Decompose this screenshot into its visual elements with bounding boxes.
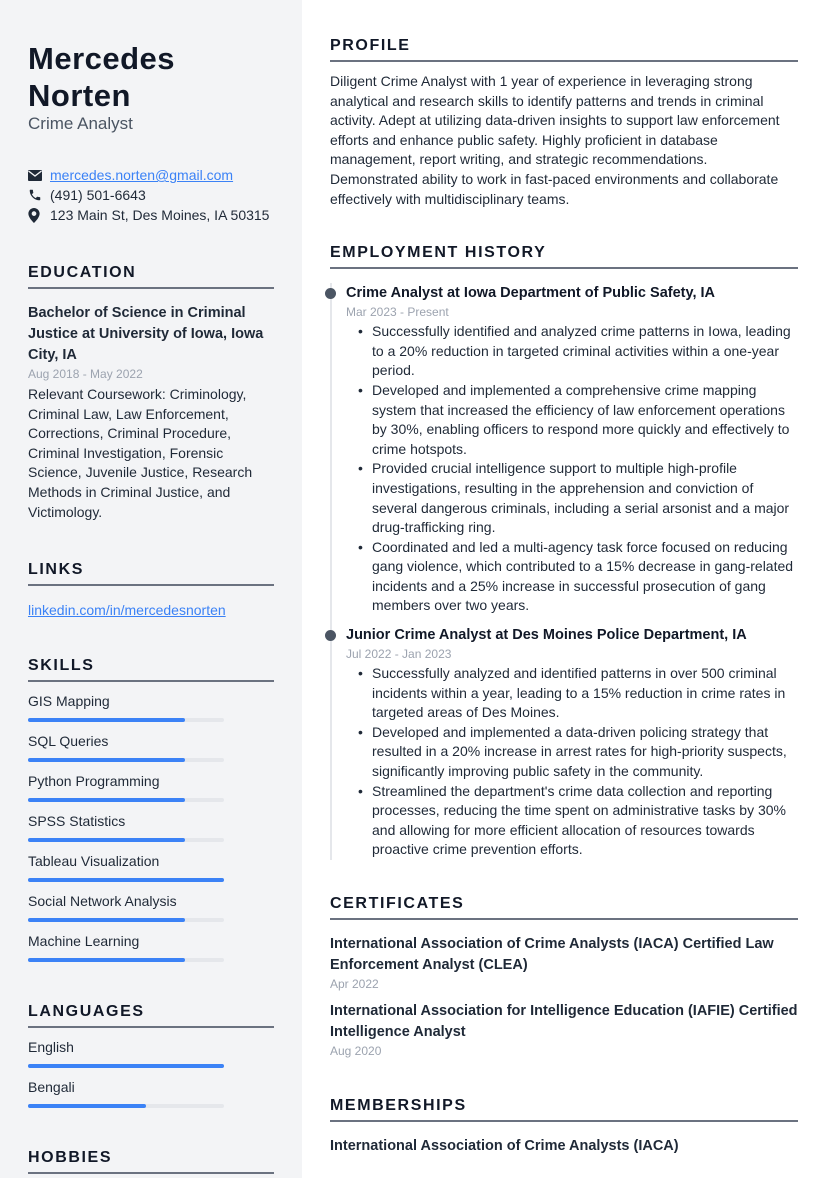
language-label: Bengali — [28, 1079, 75, 1096]
job-dates: Jul 2022 - Jan 2023 — [346, 647, 452, 662]
skill-item — [28, 731, 274, 762]
skill-label: Social Network Analysis — [28, 893, 177, 910]
section-heading: LINKS — [28, 560, 274, 586]
certificates-section — [330, 894, 798, 1060]
section-heading: EMPLOYMENT HISTORY — [330, 243, 798, 269]
level-bar-track — [28, 1104, 224, 1108]
skill-item — [28, 851, 274, 882]
job-bullet: • Coordinated and led a multi-agency task force focused on reducing gang violence, which contributed to a 15% decrease in gang-related incidents and a 25% increase in successful prosecution of gang members over two years. — [346, 538, 798, 616]
contact-email — [28, 165, 274, 185]
job-bullet: • Provided crucial intelligence support to multiple high-profile investigations, resulting in the apprehension and conviction of several dangerous criminals, including a serial arsonist and a major drug-trafficking ring. — [346, 459, 798, 537]
job-bullets — [346, 322, 798, 616]
skill-item — [28, 811, 274, 842]
job-title: Crime Analyst at Iowa Department of Public Safety, IA — [346, 285, 716, 302]
timeline-dot-icon — [325, 288, 336, 299]
level-bar-fill — [28, 838, 185, 842]
main-content — [302, 0, 833, 1178]
skill-label: Machine Learning — [28, 933, 140, 950]
envelope-icon — [28, 170, 50, 181]
skill-item — [28, 931, 274, 962]
section-heading: EDUCATION — [28, 263, 274, 289]
level-bar-fill — [28, 878, 224, 882]
certificate-title: International Association for Intelligence Education (IAFIE) Certified Intelligence Analyst — [330, 1003, 798, 1040]
education-description: Relevant Coursework: Criminology, Criminal Law, Law Enforcement, Corrections, Criminal Procedure, Criminal Investigation, Forensic Science, Juvenile Justice, Research Methods in Criminal Justice, and Victimology. — [28, 386, 253, 520]
certificate-date: Apr 2022 — [330, 977, 379, 991]
hobbies-section — [28, 1148, 274, 1174]
certificate-item — [330, 1001, 798, 1060]
level-bar-track — [28, 1064, 224, 1068]
level-bar-fill — [28, 758, 185, 762]
job-bullet: • Developed and implemented a comprehensive crime mapping system that increased the efficiency of law enforcement operations by 30%, enabling officers to respond more quickly and effectively to crime hotspots. — [346, 381, 798, 459]
employment-timeline — [330, 283, 798, 860]
profile-section — [330, 36, 798, 209]
skill-item — [28, 771, 274, 802]
level-bar-track — [28, 758, 224, 762]
memberships-section — [330, 1096, 798, 1157]
job-dates: Mar 2023 - Present — [346, 305, 449, 320]
skill-label: SQL Queries — [28, 733, 109, 750]
level-bar-fill — [28, 1104, 146, 1108]
sidebar — [0, 0, 302, 1178]
phone-number: (491) 501-6643 — [50, 187, 146, 203]
candidate-title: Crime Analyst — [28, 114, 133, 133]
language-label: English — [28, 1039, 74, 1056]
job-bullet: • Successfully identified and analyzed crime patterns in Iowa, leading to a 20% reduction in targeted criminal activities within a one-year period. — [346, 322, 798, 381]
skill-label: SPSS Statistics — [28, 813, 126, 830]
level-bar-track — [28, 878, 224, 882]
languages-section — [28, 1002, 274, 1108]
candidate-name: Mercedes Norten — [28, 41, 176, 113]
certificate-item — [330, 934, 798, 993]
job-entry — [346, 625, 798, 860]
level-bar-track — [28, 718, 224, 722]
section-heading: PROFILE — [330, 36, 798, 62]
address-text: 123 Main St, Des Moines, IA 50315 — [50, 207, 270, 223]
level-bar-fill — [28, 1064, 224, 1068]
job-bullet: • Successfully analyzed and identified patterns in over 500 criminal incidents within a year, leading to a 15% reduction in crime rates in targeted areas of Des Moines. — [346, 664, 798, 723]
certificate-date: Aug 2020 — [330, 1044, 382, 1058]
section-heading: CERTIFICATES — [330, 894, 798, 920]
job-bullet: • Streamlined the department's crime data collection and reporting processes, reducing the time spent on administrative tasks by 30% and allowing for more efficient allocation of resources towards proactive crime prevention efforts. — [346, 782, 798, 860]
linkedin-link[interactable]: linkedin.com/in/mercedesnorten — [28, 602, 226, 619]
level-bar-fill — [28, 918, 185, 922]
profile-summary: Diligent Crime Analyst with 1 year of experience in leveraging strong analytical and research skills to identify patterns and trends in criminal activity. Adept at utilizing data-driven insights to support law enforcement efforts and enhance public safety. Highly proficient in database management, report writing, and strategic recommendations. Demonstrated ability to work in fast-paced environments and collaborate effectively with multidisciplinary teams. — [330, 73, 780, 207]
level-bar-fill — [28, 718, 185, 722]
section-heading: SKILLS — [28, 656, 274, 682]
contact-address — [28, 205, 274, 225]
timeline-dot-icon — [325, 630, 336, 641]
skills-section — [28, 656, 274, 962]
job-bullets — [346, 664, 798, 860]
level-bar-fill — [28, 798, 185, 802]
education-degree: Bachelor of Science in Criminal Justice at University of Iowa, Iowa City, IA — [28, 305, 264, 363]
level-bar-track — [28, 798, 224, 802]
education-section — [28, 263, 274, 522]
section-heading: HOBBIES — [28, 1148, 274, 1174]
section-heading: LANGUAGES — [28, 1002, 274, 1028]
phone-icon — [28, 188, 50, 202]
job-entry — [346, 283, 798, 616]
certificate-title: International Association of Crime Analysts (IACA) Certified Law Enforcement Analyst (CLEA) — [330, 936, 774, 973]
skill-label: Python Programming — [28, 773, 160, 790]
email-link[interactable]: mercedes.norten@gmail.com — [50, 167, 234, 183]
job-title: Junior Crime Analyst at Des Moines Police Department, IA — [346, 627, 747, 644]
skill-item — [28, 891, 274, 922]
education-dates: Aug 2018 - May 2022 — [28, 367, 143, 381]
links-section — [28, 560, 274, 620]
contact-phone — [28, 185, 274, 205]
timeline-line — [330, 283, 332, 860]
language-item — [28, 1077, 274, 1108]
level-bar-track — [28, 918, 224, 922]
language-item — [28, 1037, 274, 1068]
level-bar-fill — [28, 958, 185, 962]
contact-info — [28, 165, 274, 225]
skill-label: Tableau Visualization — [28, 853, 160, 870]
level-bar-track — [28, 958, 224, 962]
job-bullet: • Developed and implemented a data-driven policing strategy that resulted in a 20% increase in arrest rates for high-priority suspects, significantly improving public safety in the community. — [346, 723, 798, 782]
skill-label: GIS Mapping — [28, 693, 110, 710]
map-pin-icon — [28, 208, 50, 223]
level-bar-track — [28, 838, 224, 842]
skill-item — [28, 691, 274, 722]
section-heading: MEMBERSHIPS — [330, 1096, 798, 1122]
employment-section — [330, 243, 798, 860]
membership-item: International Association of Crime Analysts (IACA) — [330, 1138, 679, 1154]
